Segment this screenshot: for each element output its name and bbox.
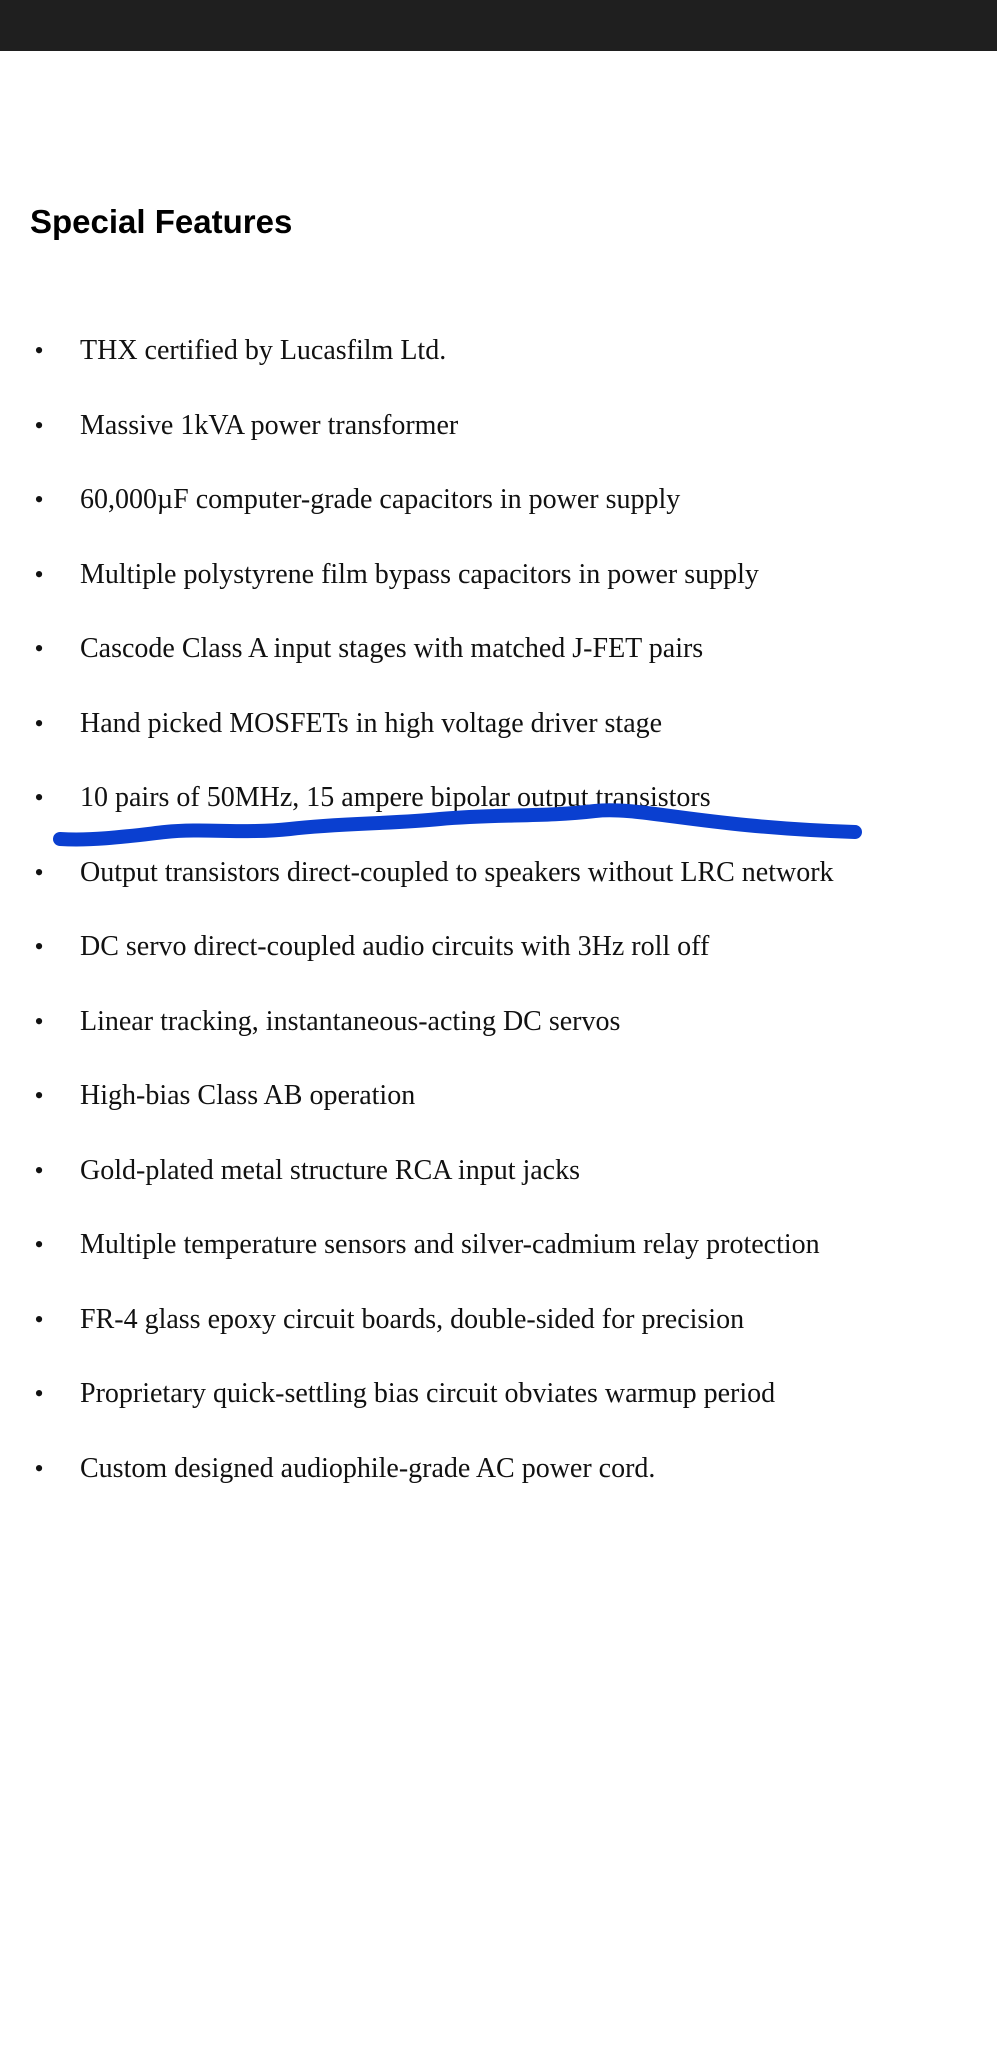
feature-text: Custom designed audiophile-grade AC power cord. [80, 1452, 656, 1484]
bullet-icon: • [34, 410, 44, 440]
feature-text: Proprietary quick-settling bias circuit obviates warmup period [80, 1378, 776, 1409]
feature-text: Output transistors direct-coupled to speakers without LRC network [80, 856, 834, 888]
status-bar [0, 0, 997, 51]
feature-text: Multiple temperature sensors and silver-cadmium relay protection [80, 1229, 820, 1260]
feature-text: Massive 1kVA power transformer [80, 409, 459, 441]
feature-text: THX certified by Lucasfilm Ltd. [80, 335, 447, 366]
feature-text: High-bias Class AB operation [80, 1080, 416, 1111]
bullet-icon: • [34, 708, 44, 738]
bullet-icon: • [34, 559, 44, 589]
bullet-icon: • [34, 1453, 44, 1483]
bullet-icon: • [34, 1379, 44, 1408]
feature-text: Multiple polystyrene film bypass capacitors in power supply [80, 558, 759, 590]
bullet-icon: • [34, 485, 44, 514]
feature-text: Gold-plated metal structure RCA input jacks [80, 1154, 581, 1186]
feature-text: FR-4 glass epoxy circuit boards, double-sided for precision [80, 1303, 745, 1335]
feature-text: DC servo direct-coupled audio circuits with 3Hz roll off [80, 931, 710, 962]
section-title: Special Features [30, 203, 293, 240]
bullet-icon: • [34, 1081, 44, 1110]
feature-text: Hand picked MOSFETs in high voltage driver stage [80, 707, 663, 739]
feature-text: 10 pairs of 50MHz, 15 ampere bipolar output transistors [80, 782, 711, 813]
feature-text: Linear tracking, instantaneous-acting DC servos [80, 1005, 621, 1037]
bullet-icon: • [34, 1304, 44, 1334]
feature-text: Cascode Class A input stages with matched J-FET pairs [80, 633, 704, 664]
bullet-icon: • [34, 1155, 44, 1185]
feature-text: 60,000µF computer-grade capacitors in power supply [80, 484, 681, 515]
bullet-icon: • [34, 1230, 44, 1259]
bullet-icon: • [34, 1006, 44, 1036]
bullet-icon: • [34, 634, 44, 663]
bullet-icon: • [34, 857, 44, 887]
bullet-icon: • [34, 932, 44, 961]
bullet-icon: • [34, 336, 44, 365]
bullet-icon: • [34, 783, 44, 812]
